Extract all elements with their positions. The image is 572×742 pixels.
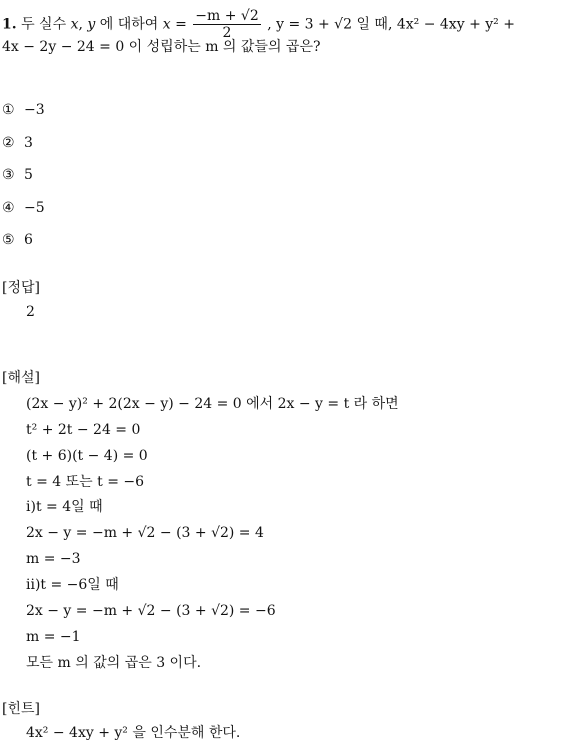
choice-4 [2, 199, 45, 217]
choice-marker: ③ [2, 167, 15, 183]
explanation-line: 2x − y = −m + √2 − (3 + √2) = 4 [26, 525, 264, 541]
question-line-1 [2, 8, 515, 41]
choice-2 [2, 134, 33, 152]
choice-marker: ④ [2, 200, 15, 216]
choice-marker: ② [2, 135, 15, 151]
choice-3 [2, 166, 33, 184]
explanation-line: 2x − y = −m + √2 − (3 + √2) = −6 [26, 603, 276, 619]
choice-value: −3 [24, 102, 45, 118]
answer-label: [정답] [2, 280, 40, 296]
fraction [193, 8, 260, 41]
x-equals: x = [162, 16, 187, 33]
explanation-line: i)t = 4일 때 [26, 499, 103, 515]
choice-value: 3 [24, 135, 33, 151]
question-text-b: 에 대하여 [95, 16, 163, 33]
var-y: y [87, 16, 96, 33]
explanation-line: (t + 6)(t − 4) = 0 [26, 448, 148, 464]
fraction-denominator: 2 [222, 25, 232, 41]
explanation-line: t² + 2t − 24 = 0 [26, 422, 141, 438]
choice-marker: ⑤ [2, 232, 15, 248]
choice-value: 6 [24, 232, 33, 248]
explanation-line: t = 4 또는 t = −6 [26, 474, 145, 490]
explanation-line: (2x − y)² + 2(2x − y) − 24 = 0 에서 2x − y = t 라 하면 [26, 396, 399, 412]
question-text-a: 두 실수 [21, 16, 71, 33]
hint-label: [힌트] [2, 701, 40, 717]
explanation-line: m = −1 [26, 629, 81, 645]
choice-marker: ① [2, 102, 15, 118]
explanation-label: [해설] [2, 370, 40, 386]
explanation-line: ii)t = −6일 때 [26, 577, 119, 593]
question-line-2: 4x − 2y − 24 = 0 이 성립하는 m 의 값들의 곱은? [2, 39, 321, 55]
comma: , [78, 16, 88, 33]
hint-text: 4x² − 4xy + y² 을 인수분해 한다. [26, 725, 241, 741]
choice-5 [2, 231, 33, 249]
choice-1 [2, 101, 45, 119]
fraction-numerator: −m + √2 [195, 8, 259, 24]
explanation-line: 모든 m 의 값의 곱은 3 이다. [26, 655, 202, 671]
explanation-line: m = −3 [26, 551, 81, 567]
answer-value: 2 [26, 304, 35, 320]
var-x: x [70, 16, 79, 33]
question-text-c: , y = 3 + √2 일 때, 4x² − 4xy + y² + [262, 16, 515, 33]
choice-value: 5 [24, 167, 33, 183]
question-number: 1. [2, 16, 17, 33]
choice-value: −5 [24, 200, 45, 216]
